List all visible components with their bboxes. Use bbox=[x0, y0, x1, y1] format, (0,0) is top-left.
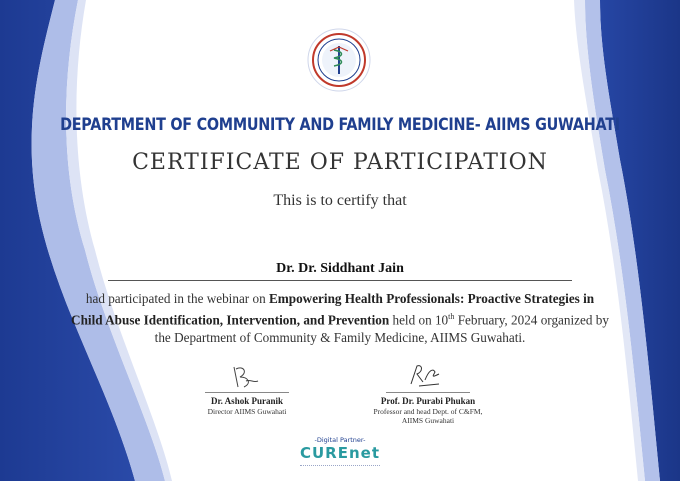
certificate-title: CERTIFICATE OF PARTICIPATION bbox=[132, 150, 548, 175]
digital-partner-label: -Digital Partner- bbox=[314, 436, 366, 444]
aiims-emblem-logo bbox=[306, 27, 372, 93]
signature-phukan bbox=[405, 360, 445, 390]
recipient-underline bbox=[108, 280, 572, 281]
signature-puranik bbox=[228, 363, 264, 391]
recipient-name: Dr. Dr. Siddhant Jain bbox=[276, 261, 404, 276]
certificate-body bbox=[70, 290, 610, 347]
certify-line: This is to certify that bbox=[273, 192, 407, 209]
signature-line-1 bbox=[205, 392, 289, 393]
signature-line-2 bbox=[386, 392, 470, 393]
webinar-title: Empowering Health Professionals: Proactive Strategies in Child Abuse Identification, Intervention, and Prevention bbox=[71, 291, 595, 328]
body-part1: had participated in the webinar on bbox=[85, 291, 269, 306]
department-heading: DEPARTMENT OF COMMUNITY AND FAMILY MEDICINE- AIIMS GUWAHATI bbox=[60, 115, 620, 134]
curenet-tagline-bar bbox=[300, 465, 380, 469]
body-part3: February, 2024 organized by the Department of Community & Family Medicine, AIIMS Guwahati. bbox=[154, 312, 609, 346]
body-part2: held on 10 bbox=[389, 312, 449, 328]
date-ordinal: th bbox=[448, 312, 455, 321]
signatory-2-role-line1: Professor and head Dept. of C&FM, bbox=[373, 407, 483, 416]
signatory-1-role: Director AIIMS Guwahati bbox=[207, 407, 287, 416]
signatory-2-name: Prof. Dr. Purabi Phukan bbox=[380, 396, 476, 406]
signatory-2-role-line2: AIIMS Guwahati bbox=[401, 416, 455, 425]
curenet-logo: CUREnet bbox=[299, 444, 380, 462]
signatory-1-name: Dr. Ashok Puranik bbox=[211, 396, 283, 406]
